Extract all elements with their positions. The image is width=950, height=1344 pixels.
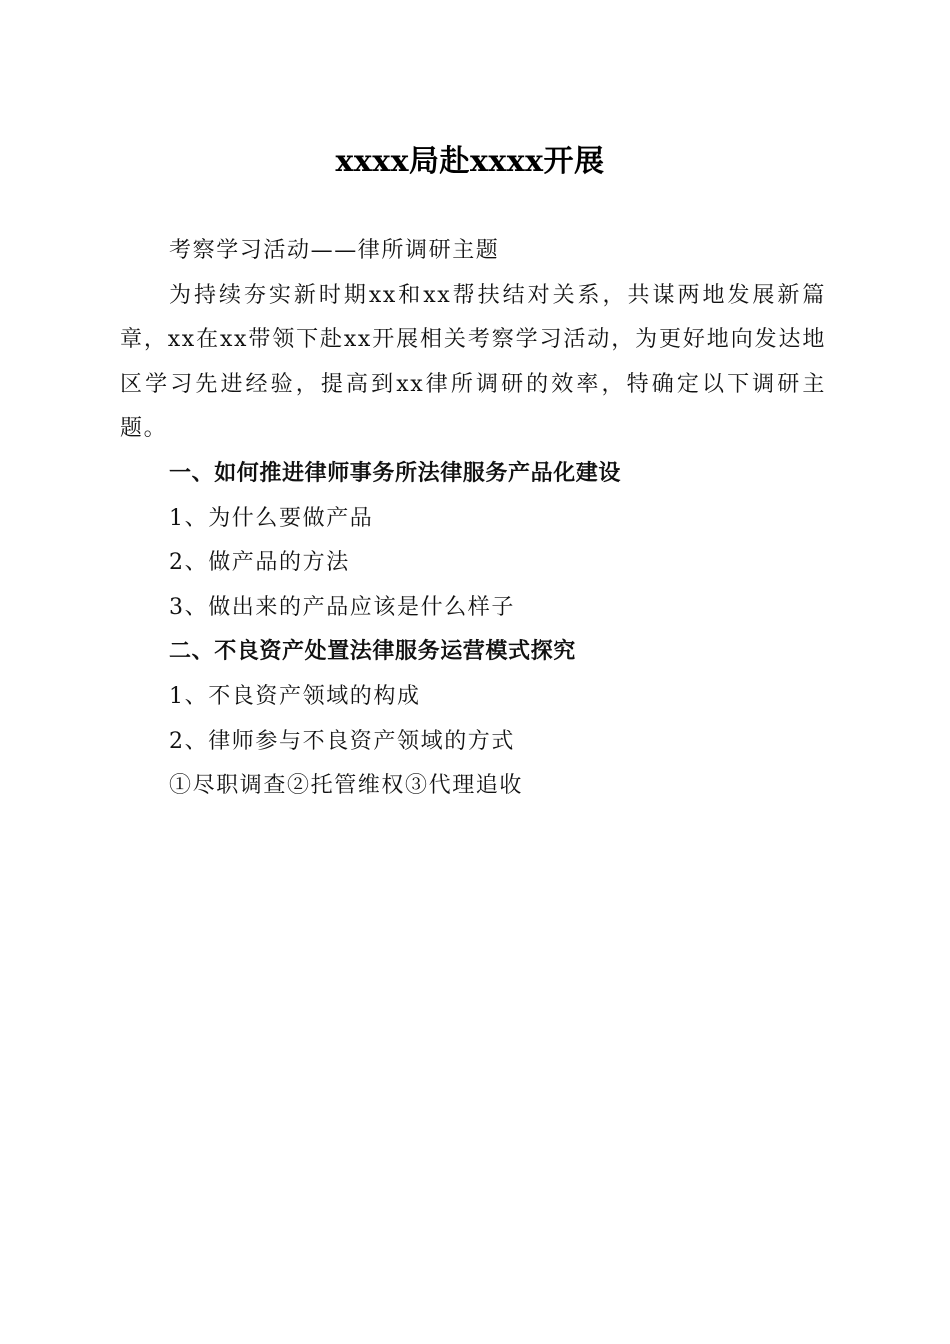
intro-paragraph: 为持续夯实新时期xx和xx帮扶结对关系，共谋两地发展新篇章，xx在xx带领下赴xx开展相关考察学习活动，为更好地向发达地区学习先进经验，提高到xx律所调研的效率，特确定以下调研主题。 — [120, 282, 826, 442]
document-subtitle: 考察学习活动——律所调研主题 — [169, 238, 500, 263]
section-heading-2: 二、不良资产处置法律服务运营模式探究 — [169, 639, 576, 665]
list-item: 1、不良资产领域的构成 — [169, 683, 421, 709]
document-title: xxxx局赴xxxx开展 — [335, 144, 605, 179]
list-item: ①尽职调查②托管维权③代理追收 — [169, 773, 524, 799]
list-item: 2、律师参与不良资产领域的方式 — [169, 728, 515, 754]
list-item: 3、做出来的产品应该是什么样子 — [169, 594, 515, 620]
section-heading-1: 一、如何推进律师事务所法律服务产品化建设 — [169, 460, 622, 486]
list-item: 2、做产品的方法 — [169, 550, 350, 576]
list-item: 1、为什么要做产品 — [169, 505, 374, 531]
document-body — [120, 229, 826, 809]
